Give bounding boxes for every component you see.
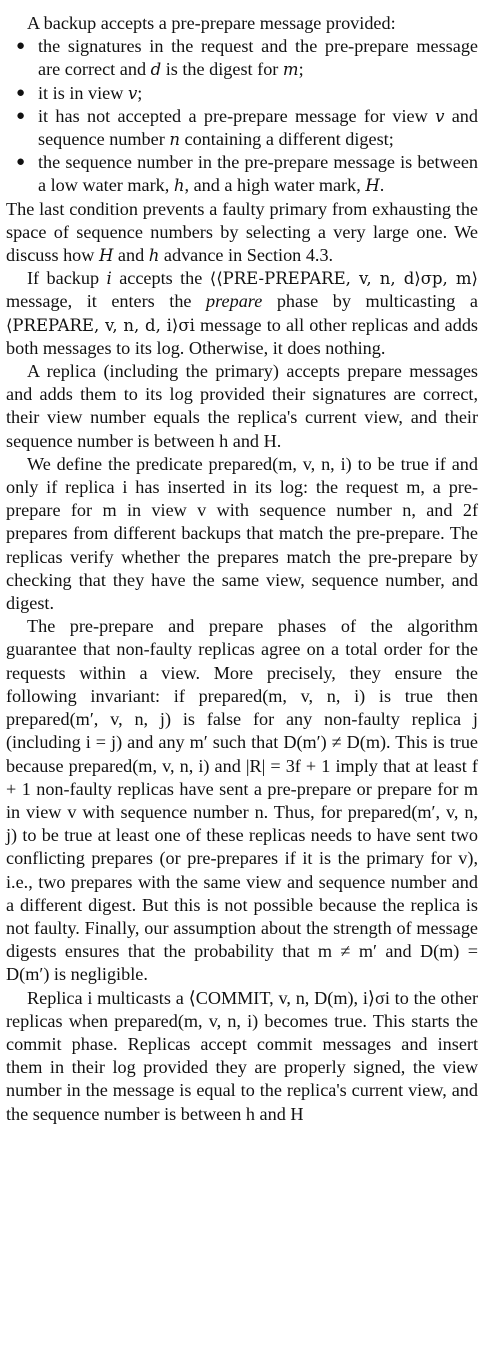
bullet-icon: ● bbox=[16, 107, 26, 124]
paragraph-accept-prepare: A replica (including the primary) accepts prepare messages and adds them to its log provided their signatures are correct, their view number equals the replica's current view, and their sequence number is between h and H. bbox=[6, 361, 478, 451]
pre-prepare-message: ⟨⟨PRE-PREPARE, v, n, d⟩σp, m⟩ bbox=[209, 269, 478, 289]
paragraph-prepare-phase: If backup i accepts the ⟨⟨PRE-PREPARE, v, n, d⟩σp, m⟩ message, it enters the prepare phase by multicasting a ⟨PREPARE, v, n, d, i⟩σi message to all other replicas and adds both messages to its log. Otherwise, it does nothing. bbox=[6, 268, 478, 358]
prepare-message: ⟨PREPARE, v, n, d, i⟩σi bbox=[6, 315, 195, 335]
bullet-icon: ● bbox=[16, 84, 26, 101]
bullet-icon: ● bbox=[16, 38, 26, 55]
paragraph-prepared-predicate: We define the predicate prepared(m, v, n, i) to be true if and only if replica i has inserted in its log: the request m, a pre-prepare for m in view v with sequence number n, and 2f prepares from different backups that match the pre-prepare. The replicas verify whether the prepares match the pre-prepare by checking that they have the same view, sequence number, and digest. bbox=[6, 453, 478, 614]
paragraph-commit-phase: Replica i multicasts a ⟨COMMIT, v, n, D(m), i⟩σi to the other replicas when prepared(m, v, n, i) becomes true. This starts the commit phase. Replicas accept commit messages and insert them in their log provided they are properly signed, the view number in the message is equal to the replica's current view, and the sequence number is between h and H bbox=[6, 987, 478, 1124]
condition-list bbox=[6, 35, 478, 197]
paragraph-invariant: The pre-prepare and prepare phases of the algorithm guarantee that non-faulty replicas agree on a total order for the requests within a view. More precisely, they ensure the following invariant: if prepared(m, v, n, i) is true then prepared(m′, v, n, j) is false for any non-faulty replica j (including i = j) and any m′ such that D(m′) ≠ D(m). This is true because prepared(m, v, n, i) and |R| = 3f + 1 imply that at least f + 1 non-faulty replicas have sent a pre-prepare or prepare for m in view v with sequence number n. Thus, for prepared(m′, v, n, j) to be true at least one of these replicas needs to have sent two conflicting prepares (or pre-prepares if it is the primary for v), i.e., two prepares with the same view and sequence number and a different digest. But this is not possible because the replica is not faulty. Finally, our assumption about the strength of message digests ensures that the probability that m ≠ m′ and D(m) = D(m′) is negligible. bbox=[6, 616, 478, 985]
bullet-icon: ● bbox=[16, 154, 26, 171]
list-item: ● it has not accepted a pre-prepare message for view v and sequence number n containing a different digest; bbox=[16, 105, 478, 150]
list-item: ● it is in view v; bbox=[38, 82, 478, 105]
list-item: ● the sequence number in the pre-prepare message is between a low water mark, h, and a high water mark, H. bbox=[16, 152, 478, 196]
list-item: ● the signatures in the request and the pre-prepare message are correct and d is the digest for m; bbox=[16, 36, 478, 80]
paragraph-last-condition: The last condition prevents a faulty primary from exhausting the space of sequence numbers by selecting a very large one. We discuss how H and h advance in Section 4.3. bbox=[6, 198, 478, 266]
intro-sentence: A backup accepts a pre-prepare message provided: bbox=[27, 13, 396, 33]
